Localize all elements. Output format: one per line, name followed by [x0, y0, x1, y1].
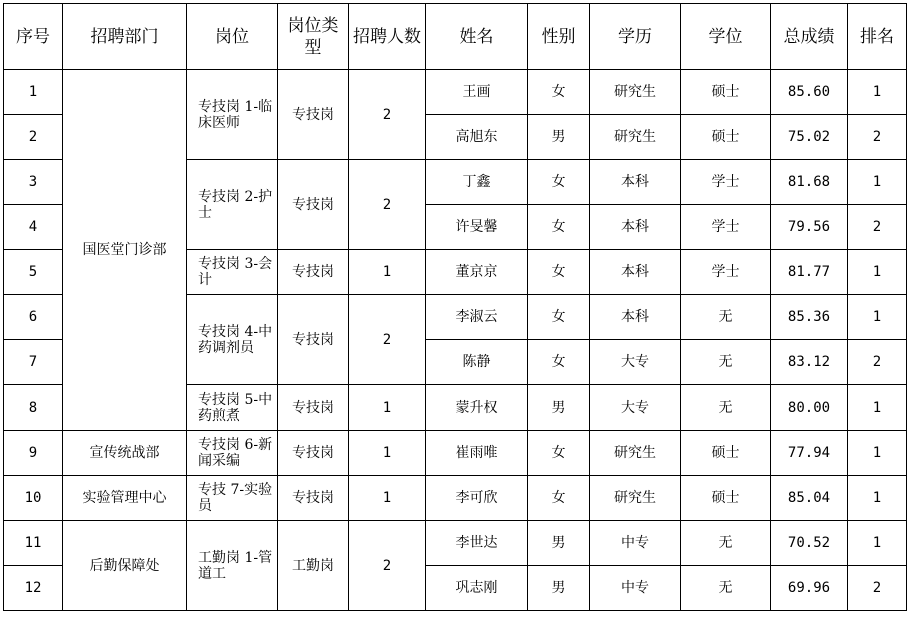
position-cell: 专技岗 6-新闻采编: [187, 431, 278, 476]
rank-cell: 2: [848, 340, 907, 385]
score-cell: 81.77: [771, 250, 848, 295]
gender-cell: 女: [528, 205, 590, 250]
degree-cell: 硕士: [681, 115, 771, 160]
gender-cell: 男: [528, 115, 590, 160]
name-cell: 董京京: [426, 250, 528, 295]
hiring-count-cell: 1: [349, 431, 426, 476]
table-row: [4, 521, 907, 566]
score-cell: 83.12: [771, 340, 848, 385]
position-cell: 专技岗 4-中药调剂员: [187, 295, 278, 385]
rank-cell: 2: [848, 115, 907, 160]
position-cell: 专技岗 2-护士: [187, 160, 278, 250]
education-cell: 研究生: [590, 431, 681, 476]
seq-cell: 3: [4, 160, 63, 205]
seq-cell: 11: [4, 521, 63, 566]
seq-cell: 1: [4, 70, 63, 115]
seq-cell: 10: [4, 476, 63, 521]
position-type-cell: 专技岗: [278, 250, 349, 295]
score-cell: 85.04: [771, 476, 848, 521]
rank-cell: 1: [848, 295, 907, 340]
position-type-cell: 专技岗: [278, 70, 349, 160]
gender-cell: 男: [528, 566, 590, 611]
seq-cell: 4: [4, 205, 63, 250]
position-cell: 工勤岗 1-管道工: [187, 521, 278, 611]
education-cell: 中专: [590, 566, 681, 611]
header-rank: 排名: [848, 4, 907, 70]
name-cell: 巩志刚: [426, 566, 528, 611]
gender-cell: 女: [528, 476, 590, 521]
degree-cell: 无: [681, 295, 771, 340]
header-position: 岗位: [187, 4, 278, 70]
seq-cell: 6: [4, 295, 63, 340]
gender-cell: 女: [528, 295, 590, 340]
hiring-count-cell: 1: [349, 476, 426, 521]
position-cell: 专技 7-实验员: [187, 476, 278, 521]
education-cell: 本科: [590, 160, 681, 205]
name-cell: 崔雨唯: [426, 431, 528, 476]
gender-cell: 女: [528, 431, 590, 476]
education-cell: 大专: [590, 385, 681, 431]
score-cell: 80.00: [771, 385, 848, 431]
header-degree: 学位: [681, 4, 771, 70]
position-cell: 专技岗 3-会计: [187, 250, 278, 295]
rank-cell: 1: [848, 250, 907, 295]
degree-cell: 学士: [681, 250, 771, 295]
table-row: [4, 431, 907, 476]
position-type-cell: 专技岗: [278, 295, 349, 385]
hiring-count-cell: 1: [349, 250, 426, 295]
seq-cell: 2: [4, 115, 63, 160]
education-cell: 研究生: [590, 115, 681, 160]
hiring-count-cell: 2: [349, 295, 426, 385]
rank-cell: 1: [848, 476, 907, 521]
gender-cell: 女: [528, 250, 590, 295]
name-cell: 李淑云: [426, 295, 528, 340]
name-cell: 许旻馨: [426, 205, 528, 250]
position-cell: 专技岗 5-中药煎煮: [187, 385, 278, 431]
position-type-cell: 专技岗: [278, 476, 349, 521]
hiring-count-cell: 2: [349, 160, 426, 250]
score-cell: 85.36: [771, 295, 848, 340]
seq-cell: 7: [4, 340, 63, 385]
department-cell: 宣传统战部: [63, 431, 187, 476]
degree-cell: 硕士: [681, 431, 771, 476]
hiring-count-cell: 2: [349, 70, 426, 160]
degree-cell: 无: [681, 340, 771, 385]
gender-cell: 女: [528, 70, 590, 115]
rank-cell: 1: [848, 160, 907, 205]
position-type-cell: 专技岗: [278, 431, 349, 476]
degree-cell: 学士: [681, 205, 771, 250]
score-cell: 69.96: [771, 566, 848, 611]
gender-cell: 女: [528, 160, 590, 205]
header-score: 总成绩: [771, 4, 848, 70]
degree-cell: 学士: [681, 160, 771, 205]
degree-cell: 无: [681, 566, 771, 611]
degree-cell: 硕士: [681, 70, 771, 115]
hiring-count-cell: 2: [349, 521, 426, 611]
header-row: [4, 4, 907, 70]
degree-cell: 无: [681, 385, 771, 431]
name-cell: 李世达: [426, 521, 528, 566]
header-dept: 招聘部门: [63, 4, 187, 70]
name-cell: 陈静: [426, 340, 528, 385]
gender-cell: 男: [528, 521, 590, 566]
position-type-cell: 专技岗: [278, 160, 349, 250]
table-row: [4, 70, 907, 115]
education-cell: 本科: [590, 205, 681, 250]
name-cell: 丁鑫: [426, 160, 528, 205]
rank-cell: 1: [848, 521, 907, 566]
table-row: [4, 476, 907, 521]
position-type-cell: 专技岗: [278, 385, 349, 431]
name-cell: 高旭东: [426, 115, 528, 160]
header-type: 岗位类型: [278, 4, 349, 70]
rank-cell: 1: [848, 385, 907, 431]
header-name: 姓名: [426, 4, 528, 70]
degree-cell: 无: [681, 521, 771, 566]
department-cell: 后勤保障处: [63, 521, 187, 611]
hiring-count-cell: 1: [349, 385, 426, 431]
score-cell: 79.56: [771, 205, 848, 250]
gender-cell: 男: [528, 385, 590, 431]
department-cell: 国医堂门诊部: [63, 70, 187, 431]
education-cell: 本科: [590, 250, 681, 295]
name-cell: 王画: [426, 70, 528, 115]
header-count: 招聘人数: [349, 4, 426, 70]
name-cell: 李可欣: [426, 476, 528, 521]
rank-cell: 1: [848, 70, 907, 115]
education-cell: 大专: [590, 340, 681, 385]
seq-cell: 9: [4, 431, 63, 476]
degree-cell: 硕士: [681, 476, 771, 521]
education-cell: 研究生: [590, 476, 681, 521]
seq-cell: 8: [4, 385, 63, 431]
seq-cell: 12: [4, 566, 63, 611]
score-cell: 85.60: [771, 70, 848, 115]
rank-cell: 2: [848, 566, 907, 611]
score-cell: 70.52: [771, 521, 848, 566]
header-education: 学历: [590, 4, 681, 70]
seq-cell: 5: [4, 250, 63, 295]
score-cell: 77.94: [771, 431, 848, 476]
results-table: [3, 3, 907, 611]
gender-cell: 女: [528, 340, 590, 385]
position-cell: 专技岗 1-临床医师: [187, 70, 278, 160]
education-cell: 中专: [590, 521, 681, 566]
rank-cell: 2: [848, 205, 907, 250]
position-type-cell: 工勤岗: [278, 521, 349, 611]
header-seq: 序号: [4, 4, 63, 70]
education-cell: 本科: [590, 295, 681, 340]
rank-cell: 1: [848, 431, 907, 476]
score-cell: 81.68: [771, 160, 848, 205]
score-cell: 75.02: [771, 115, 848, 160]
department-cell: 实验管理中心: [63, 476, 187, 521]
education-cell: 研究生: [590, 70, 681, 115]
name-cell: 蒙升权: [426, 385, 528, 431]
header-gender: 性别: [528, 4, 590, 70]
